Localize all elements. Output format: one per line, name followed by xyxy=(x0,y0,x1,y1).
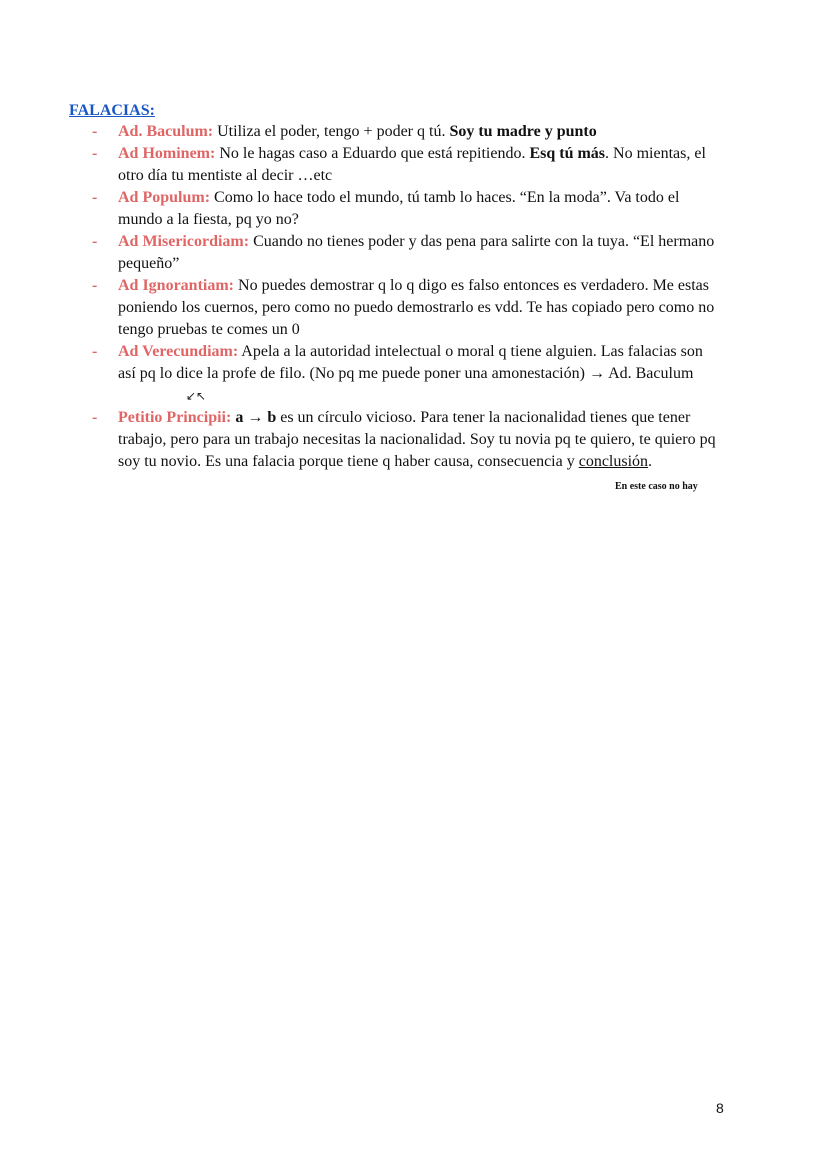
definition-text: No puedes demostrar q lo q digo es falso entonces es verdadero. Me estas poniendo los cuernos, pero como no puedo demostrarlo es vdd. Te has copiado pero como no tengo pruebas te comes un 0 xyxy=(118,277,715,338)
term-label: Ad Populum: xyxy=(118,189,211,206)
side-note: En este caso no hay xyxy=(615,481,698,492)
term-label: Ad Verecundiam: xyxy=(118,343,239,360)
term-label: Petitio Principii: xyxy=(118,409,232,426)
page-number: 8 xyxy=(716,1100,724,1116)
list-item-verecundiam xyxy=(0,341,722,407)
definition-text: Cuando no tienes poder y das pena para salirte con la tuya. “El hermano pequeño” xyxy=(118,233,715,272)
definition-text: es un círculo vicioso. Para tener la nacionalidad tienes que tener trabajo, pero para un trabajo necesitas la nacionalidad. Soy tu novia pq te quiero, te quiero pq soy tu novio. Es una falacia porque tiene q haber causa, consecuencia y xyxy=(118,409,716,470)
list-item-hominem xyxy=(0,143,722,187)
term-label: Ad Hominem: xyxy=(118,145,216,162)
bold-example: Soy tu madre y punto xyxy=(449,123,597,140)
bullet-dash: - xyxy=(92,409,98,426)
bold-formula: a → b xyxy=(235,409,277,426)
bullet-dash: - xyxy=(92,145,98,162)
bullet-dash: - xyxy=(92,233,98,250)
list-item-baculum xyxy=(0,121,722,143)
definition-text: Como lo hace todo el mundo, tú tamb lo haces. “En la moda”. Va todo el mundo a la fiesta, pq yo no? xyxy=(118,189,680,228)
bullet-dash: - xyxy=(92,277,98,294)
sentence-end: . xyxy=(648,453,653,470)
section-heading: FALACIAS: xyxy=(69,102,155,119)
bullet-dash: - xyxy=(92,123,98,140)
bullet-dash: - xyxy=(92,343,98,360)
list-item-misericordiam xyxy=(0,231,722,275)
definition-text: No le hagas caso a Eduardo que está repitiendo. xyxy=(215,145,530,162)
definition-text: Apela a la autoridad intelectual o moral q tiene alguien. Las falacias son así pq lo dice la profe de filo. (No pq me puede poner una amonestación) → Ad. Baculum xyxy=(118,343,703,382)
list-item-petitio-principii xyxy=(0,407,722,473)
list-item-populum xyxy=(0,187,722,231)
fallacy-list xyxy=(0,121,828,473)
list-item-ignorantiam xyxy=(0,275,722,341)
term-label: Ad Misericordiam: xyxy=(118,233,250,250)
bullet-dash: - xyxy=(92,189,98,206)
bold-example: Esq tú más xyxy=(529,145,606,162)
underlined-word: conclusión xyxy=(578,453,649,470)
term-label: Ad. Baculum: xyxy=(118,123,214,140)
term-label: Ad Ignorantiam: xyxy=(118,277,235,294)
definition-text: Utiliza el poder, tengo + poder q tú. xyxy=(213,123,450,140)
diagonal-arrows-icon: ↙↖ xyxy=(186,389,207,403)
definition-text-continued: . No mientas, el otro día tu mentiste al decir …etc xyxy=(118,145,706,184)
